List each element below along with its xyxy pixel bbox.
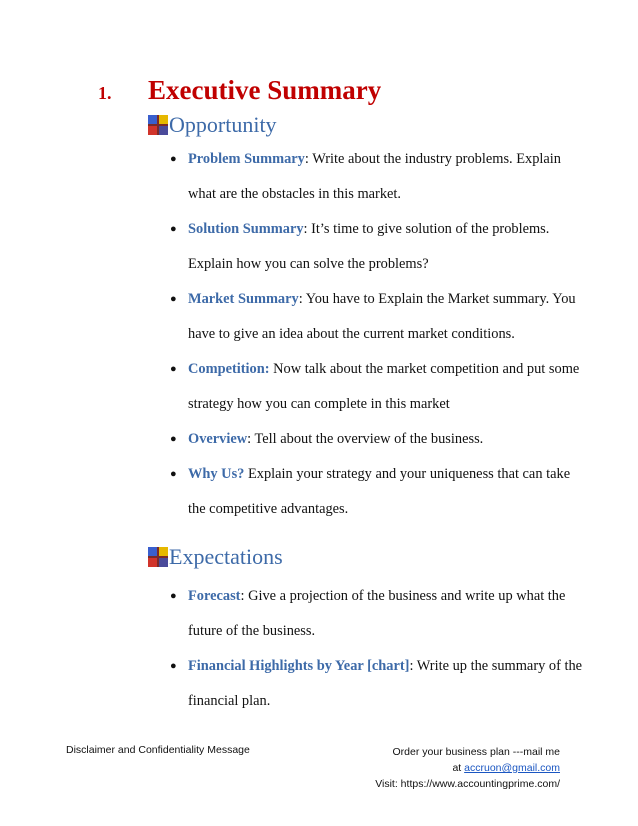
- expectations-heading: [148, 544, 283, 570]
- footer-contact: [300, 744, 560, 792]
- bullet-icon: ●: [170, 293, 177, 305]
- expectations-list: [168, 579, 588, 719]
- list-item: ● Competition: Now talk about the market competition and put some strategy how you can complete in this market: [168, 352, 588, 422]
- list-item: ● Why Us? Explain your strategy and your uniqueness that can take the competitive advantages.: [168, 457, 588, 527]
- page-title: Executive Summary: [148, 75, 382, 105]
- list-item: ● Market Summary: You have to Explain the Market summary. You have to give an idea about the current market conditions.: [168, 282, 588, 352]
- footer-website-line: Visit: https://www.accountingprime.com/: [375, 778, 560, 790]
- four-color-square-icon: [148, 547, 168, 567]
- bullet-icon: ●: [170, 660, 177, 672]
- bullet-icon: ●: [170, 153, 177, 165]
- footer-email-line: at accruon@gmail.com: [452, 762, 560, 774]
- opportunity-title: Opportunity: [169, 112, 277, 137]
- list-item: ● Solution Summary: It’s time to give solution of the problems. Explain how you can solve the problems?: [168, 212, 588, 282]
- bullet-icon: ●: [170, 468, 177, 480]
- bullet-icon: ●: [170, 590, 177, 602]
- bullet-icon: ●: [170, 223, 177, 235]
- list-item: ● Financial Highlights by Year [chart]: Write up the summary of the financial plan.: [168, 649, 588, 719]
- bullet-icon: ●: [170, 433, 177, 445]
- list-item: ● Overview: Tell about the overview of the business.: [168, 422, 588, 457]
- opportunity-heading: [148, 112, 277, 138]
- expectations-title: Expectations: [169, 544, 283, 569]
- list-item: ● Forecast: Give a projection of the business and write up what the future of the business.: [168, 579, 588, 649]
- list-item: ● Problem Summary: Write about the industry problems. Explain what are the obstacles in this market.: [168, 142, 588, 212]
- bullet-icon: ●: [170, 363, 177, 375]
- footer-disclaimer: Disclaimer and Confidentiality Message: [66, 744, 250, 756]
- footer-order-line: Order your business plan ---mail me: [392, 746, 560, 758]
- opportunity-list: [168, 142, 588, 527]
- four-color-square-icon: [148, 115, 168, 135]
- section-number: 1.: [98, 83, 112, 103]
- email-link[interactable]: accruon@gmail.com: [464, 762, 560, 774]
